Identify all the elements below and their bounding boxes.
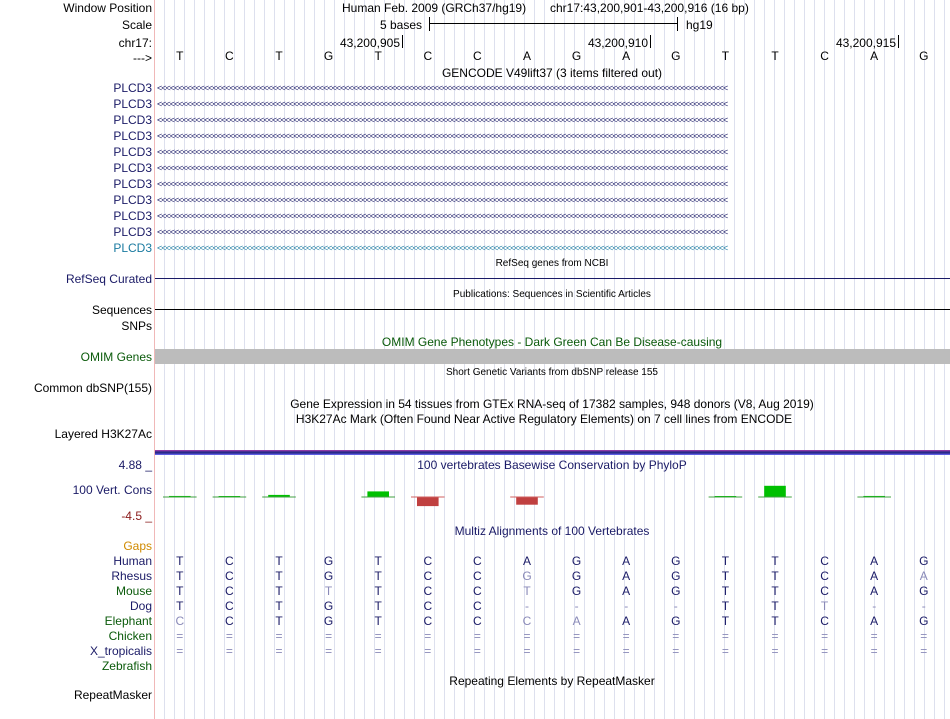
alignment-base: T — [721, 569, 730, 583]
alignment-base: C — [423, 599, 433, 613]
repeatmasker-title: Repeating Elements by RepeatMasker — [449, 674, 655, 688]
alignment-base: T — [275, 599, 283, 613]
alignment-base: G — [671, 584, 681, 598]
alignment-base: T — [374, 599, 382, 613]
h3k27ac-signal — [155, 450, 950, 455]
sequence-base: T — [721, 49, 730, 63]
alignment-base: = — [672, 644, 680, 658]
alignment-base: = — [771, 644, 779, 658]
gene-label-plcd3[interactable]: PLCD3 — [113, 97, 152, 111]
alignment-base: G — [522, 569, 532, 583]
phylop-label[interactable]: 100 Vert. Cons — [72, 483, 152, 497]
alignment-base: T — [771, 584, 779, 598]
alignment-base: = — [920, 629, 928, 643]
alignment-base: C — [820, 569, 829, 583]
phylop-bar — [516, 497, 538, 505]
alignment-base: T — [176, 599, 184, 613]
snps-label[interactable]: SNPs — [121, 319, 152, 333]
alignment-base: = — [424, 644, 432, 658]
alignment-base: T — [374, 554, 382, 568]
alignment-base: G — [323, 614, 334, 628]
alignment-base: = — [622, 629, 630, 643]
alignment-base: A — [622, 554, 631, 568]
alignment-base: G — [919, 584, 929, 598]
gene-transcript-arrows[interactable]: <<<<<<<<<<<<<<<<<<<<<<<<<<<<<<<<<<<<<<<<<<<<<<<<<<<<<<<<<<<<<<<<<<<<<<<<<<<<<<<<<<<<<<<<<<<<<<<<<<<<<<<<<<<<<<<<<<<<<<<<<<<<<<<<<<<<<< — [157, 180, 728, 189]
alignment-base: T — [721, 554, 730, 568]
phylop-min-label: -4.5 _ — [121, 509, 152, 523]
coordinate-tick-label: 43,200,915 — [835, 36, 896, 50]
alignment-base: C — [225, 554, 234, 568]
gene-label-plcd3[interactable]: PLCD3 — [113, 225, 152, 239]
gene-transcript-arrows[interactable]: <<<<<<<<<<<<<<<<<<<<<<<<<<<<<<<<<<<<<<<<<<<<<<<<<<<<<<<<<<<<<<<<<<<<<<<<<<<<<<<<<<<<<<<<<<<<<<<<<<<<<<<<<<<<<<<<<<<<<<<<<<<<<<<<<<<<<< — [157, 100, 728, 109]
alignment-base: C — [225, 569, 234, 583]
alignment-base: T — [771, 554, 779, 568]
alignment-base: C — [473, 554, 482, 568]
refseq-label[interactable]: RefSeq Curated — [65, 272, 152, 286]
alignment-base: G — [671, 569, 681, 583]
gene-transcript-arrows[interactable]: <<<<<<<<<<<<<<<<<<<<<<<<<<<<<<<<<<<<<<<<<<<<<<<<<<<<<<<<<<<<<<<<<<<<<<<<<<<<<<<<<<<<<<<<<<<<<<<<<<<<<<<<<<<<<<<<<<<<<<<<<<<<<<<<<<<<<< — [157, 164, 728, 173]
window-position-label: Window Position — [63, 1, 152, 15]
omim-title: OMIM Gene Phenotypes - Dark Green Can Be Disease-causing — [381, 335, 723, 349]
alignment-base: - — [872, 599, 877, 613]
alignment-base: = — [374, 644, 382, 658]
alignment-base: C — [820, 614, 829, 628]
alignment-base: = — [473, 629, 481, 643]
alignment-base: - — [624, 599, 629, 613]
alignment-base: T — [374, 614, 382, 628]
alignment-base: = — [821, 629, 829, 643]
gene-label-plcd3[interactable]: PLCD3 — [113, 129, 152, 143]
alignment-base: = — [622, 644, 630, 658]
alignment-base: = — [325, 629, 333, 643]
alignment-base: G — [571, 584, 582, 598]
alignment-base: G — [323, 599, 334, 613]
alignment-base: = — [523, 629, 531, 643]
alignment-base: = — [424, 629, 432, 643]
alignment-base: T — [771, 614, 779, 628]
species-label[interactable]: Zebrafish — [101, 659, 152, 673]
gene-transcript-arrows[interactable]: <<<<<<<<<<<<<<<<<<<<<<<<<<<<<<<<<<<<<<<<<<<<<<<<<<<<<<<<<<<<<<<<<<<<<<<<<<<<<<<<<<<<<<<<<<<<<<<<<<<<<<<<<<<<<<<<<<<<<<<<<<<<<<<<<<<<<< — [157, 228, 728, 237]
alignment-base: C — [225, 584, 234, 598]
gene-transcript-arrows[interactable]: <<<<<<<<<<<<<<<<<<<<<<<<<<<<<<<<<<<<<<<<<<<<<<<<<<<<<<<<<<<<<<<<<<<<<<<<<<<<<<<<<<<<<<<<<<<<<<<<<<<<<<<<<<<<<<<<<<<<<<<<<<<<<<<<<<<<<< — [157, 84, 728, 93]
alignment-base: T — [523, 584, 531, 598]
alignment-base: T — [771, 599, 779, 613]
omim-label[interactable]: OMIM Genes — [80, 350, 152, 364]
coordinate-tick-label: 43,200,910 — [587, 36, 648, 50]
multiz-title: Multiz Alignments of 100 Vertebrates — [454, 524, 650, 538]
alignment-base: T — [820, 599, 829, 613]
gene-transcript-arrows[interactable]: <<<<<<<<<<<<<<<<<<<<<<<<<<<<<<<<<<<<<<<<<<<<<<<<<<<<<<<<<<<<<<<<<<<<<<<<<<<<<<<<<<<<<<<<<<<<<<<<<<<<<<<<<<<<<<<<<<<<<<<<<<<<<<<<<<<<<< — [157, 244, 728, 253]
sequence-base: G — [571, 49, 582, 63]
phylop-title: 100 vertebrates Basewise Conservation by PhyloP — [417, 458, 687, 472]
alignment-base: A — [622, 614, 631, 628]
alignment-base: A — [870, 614, 879, 628]
chrom-label: chr17: — [118, 36, 152, 50]
alignment-base: G — [919, 554, 929, 568]
alignment-base: - — [525, 599, 529, 613]
alignment-base: T — [721, 599, 730, 613]
scale-bar-right-end — [677, 17, 678, 31]
alignment-base: C — [423, 569, 433, 583]
sequence-base: T — [275, 49, 283, 63]
alignment-base: C — [473, 584, 482, 598]
alignment-base: G — [571, 554, 582, 568]
sequence-base: C — [820, 49, 829, 63]
refseq-line — [155, 278, 950, 279]
alignment-base: T — [374, 584, 382, 598]
sequence-base: T — [176, 49, 184, 63]
alignment-base: C — [522, 614, 532, 628]
sequences-label[interactable]: Sequences — [91, 303, 152, 317]
alignment-base: T — [721, 614, 730, 628]
alignment-base: A — [870, 569, 879, 583]
alignment-base: C — [175, 614, 185, 628]
alignment-base: C — [473, 569, 482, 583]
alignment-base: = — [672, 629, 680, 643]
coordinate-tick-mark — [898, 35, 899, 48]
alignment-base: = — [821, 644, 829, 658]
gene-transcript-arrows[interactable]: <<<<<<<<<<<<<<<<<<<<<<<<<<<<<<<<<<<<<<<<<<<<<<<<<<<<<<<<<<<<<<<<<<<<<<<<<<<<<<<<<<<<<<<<<<<<<<<<<<<<<<<<<<<<<<<<<<<<<<<<<<<<<<<<<<<<<< — [157, 132, 728, 141]
alignment-base: C — [423, 614, 433, 628]
gene-label-plcd3[interactable]: PLCD3 — [113, 177, 152, 191]
alignment-base: = — [374, 629, 382, 643]
alignment-base: T — [771, 569, 779, 583]
sequence-base: G — [671, 49, 681, 63]
gene-label-plcd3[interactable]: PLCD3 — [113, 241, 152, 255]
alignment-base: G — [671, 614, 681, 628]
scale-bar-left-end — [429, 17, 430, 31]
alignment-base: G — [919, 614, 929, 628]
species-label[interactable]: Human — [113, 554, 152, 568]
sequence-base: A — [870, 49, 879, 63]
alignment-base: G — [323, 569, 334, 583]
gene-label-plcd3[interactable]: PLCD3 — [113, 209, 152, 223]
alignment-base: = — [473, 644, 481, 658]
alignment-base: G — [571, 569, 582, 583]
alignment-base: A — [870, 554, 879, 568]
alignment-base: = — [870, 629, 878, 643]
species-label[interactable]: Rhesus — [111, 569, 152, 583]
strand-label: ---> — [133, 51, 152, 65]
coordinate-tick-mark — [650, 35, 651, 48]
sequences-line — [155, 309, 950, 310]
alignment-base: A — [622, 584, 631, 598]
species-label[interactable]: X_tropicalis — [89, 644, 152, 658]
alignment-base: = — [870, 644, 878, 658]
alignment-base: = — [176, 644, 184, 658]
alignment-base: = — [275, 644, 283, 658]
alignment-base: = — [721, 629, 729, 643]
alignment-base: A — [522, 554, 531, 568]
gaps-label[interactable]: Gaps — [123, 539, 152, 553]
gene-label-plcd3[interactable]: PLCD3 — [113, 145, 152, 159]
sequence-base: A — [622, 49, 631, 63]
species-label[interactable]: Dog — [129, 599, 152, 613]
alignment-base: C — [225, 614, 234, 628]
scale-label: Scale — [121, 18, 152, 32]
alignment-base: T — [324, 584, 333, 598]
gene-label-plcd3[interactable]: PLCD3 — [113, 113, 152, 127]
sequence-base: C — [473, 49, 482, 63]
gene-transcript-arrows[interactable]: <<<<<<<<<<<<<<<<<<<<<<<<<<<<<<<<<<<<<<<<<<<<<<<<<<<<<<<<<<<<<<<<<<<<<<<<<<<<<<<<<<<<<<<<<<<<<<<<<<<<<<<<<<<<<<<<<<<<<<<<<<<<<<<<<<<<<< — [157, 116, 728, 125]
phylop-max-label: 4.88 _ — [118, 458, 152, 472]
alignment-base: A — [870, 584, 879, 598]
repeatmasker-label[interactable]: RepeatMasker — [73, 688, 152, 702]
alignment-base: G — [323, 554, 334, 568]
alignment-base: = — [721, 644, 729, 658]
alignment-base: = — [176, 629, 184, 643]
species-label[interactable]: Mouse — [115, 584, 152, 598]
sequence-base: T — [374, 49, 382, 63]
alignment-base: A — [622, 569, 631, 583]
publications-title: Publications: Sequences in Scientific Articles — [453, 289, 651, 300]
alignment-base: T — [275, 554, 283, 568]
alignment-base: C — [473, 614, 482, 628]
h3k27ac-title: H3K27Ac Mark (Often Found Near Active Regulatory Elements) on 7 cell lines from ENCODE — [295, 412, 793, 426]
alignment-base: = — [573, 629, 581, 643]
phylop-bar — [367, 491, 389, 497]
alignment-base: - — [574, 599, 579, 613]
phylop-plot — [155, 470, 950, 518]
scale-bar — [429, 23, 678, 24]
alignment-base: = — [920, 644, 928, 658]
alignment-base: = — [573, 644, 581, 658]
alignment-base: A — [572, 614, 581, 628]
dbsnp-label[interactable]: Common dbSNP(155) — [33, 381, 152, 395]
alignment-base: C — [225, 599, 234, 613]
alignment-base: T — [721, 584, 730, 598]
species-label[interactable]: Chicken — [108, 629, 152, 643]
alignment-base: T — [374, 569, 382, 583]
alignment-base: = — [771, 629, 779, 643]
alignment-base: T — [176, 584, 184, 598]
gene-transcript-arrows[interactable]: <<<<<<<<<<<<<<<<<<<<<<<<<<<<<<<<<<<<<<<<<<<<<<<<<<<<<<<<<<<<<<<<<<<<<<<<<<<<<<<<<<<<<<<<<<<<<<<<<<<<<<<<<<<<<<<<<<<<<<<<<<<<<<<<<<<<<< — [157, 196, 728, 205]
gene-transcript-arrows[interactable]: <<<<<<<<<<<<<<<<<<<<<<<<<<<<<<<<<<<<<<<<<<<<<<<<<<<<<<<<<<<<<<<<<<<<<<<<<<<<<<<<<<<<<<<<<<<<<<<<<<<<<<<<<<<<<<<<<<<<<<<<<<<<<<<<<<<<<< — [157, 148, 728, 157]
species-label[interactable]: Elephant — [104, 614, 152, 628]
coordinate-tick-label: 43,200,905 — [339, 36, 400, 50]
phylop-bar — [764, 486, 786, 497]
scale-text: 5 bases — [380, 18, 423, 32]
sequence-base: T — [771, 49, 779, 63]
omim-gene-bar[interactable] — [155, 349, 950, 364]
gencode-title: GENCODE V49lift37 (3 items filtered out) — [441, 66, 663, 80]
sequence-base: G — [919, 49, 929, 63]
alignment-base: = — [225, 644, 233, 658]
alignment-base: = — [523, 644, 531, 658]
alignment-base: C — [473, 599, 482, 613]
sequence-base: C — [423, 49, 433, 63]
alignment-base: = — [275, 629, 283, 643]
gene-transcript-arrows[interactable]: <<<<<<<<<<<<<<<<<<<<<<<<<<<<<<<<<<<<<<<<<<<<<<<<<<<<<<<<<<<<<<<<<<<<<<<<<<<<<<<<<<<<<<<<<<<<<<<<<<<<<<<<<<<<<<<<<<<<<<<<<<<<<<<<<<<<<< — [157, 212, 728, 221]
alignment-base: T — [275, 614, 283, 628]
scale-db: hg19 — [686, 18, 713, 32]
alignment-base: - — [921, 599, 926, 613]
alignment-base: T — [275, 569, 283, 583]
sequence-base: A — [522, 49, 531, 63]
refseq-title: RefSeq genes from NCBI — [495, 258, 609, 269]
alignment-base: T — [176, 554, 184, 568]
alignment-base: C — [820, 554, 829, 568]
phylop-bar — [417, 497, 439, 506]
gene-label-plcd3[interactable]: PLCD3 — [113, 161, 152, 175]
alignment-base: C — [423, 584, 433, 598]
dbsnp-title: Short Genetic Variants from dbSNP release 155 — [446, 367, 658, 378]
alignment-base: = — [325, 644, 333, 658]
gene-label-plcd3[interactable]: PLCD3 — [113, 81, 152, 95]
coordinate-tick-mark — [402, 35, 403, 48]
alignment-base: A — [919, 569, 928, 583]
sequence-base: G — [323, 49, 334, 63]
alignment-base: T — [275, 584, 283, 598]
assembly-title: Human Feb. 2009 (GRCh37/hg19) — [342, 1, 527, 15]
h3k27ac-label[interactable]: Layered H3K27Ac — [54, 427, 152, 441]
gtex-title: Gene Expression in 54 tissues from GTEx RNA-seq of 17382 samples, 948 donors (V8, Aug 2019) — [290, 397, 814, 411]
alignment-base: C — [820, 584, 829, 598]
alignment-base: - — [673, 599, 678, 613]
alignment-base: G — [671, 554, 681, 568]
alignment-base: C — [423, 554, 433, 568]
gene-label-plcd3[interactable]: PLCD3 — [113, 193, 152, 207]
alignment-base: T — [176, 569, 184, 583]
sequence-base: C — [225, 49, 234, 63]
position-text: chr17:43,200,901-43,200,916 (16 bp) — [550, 1, 749, 15]
alignment-base: = — [225, 629, 233, 643]
